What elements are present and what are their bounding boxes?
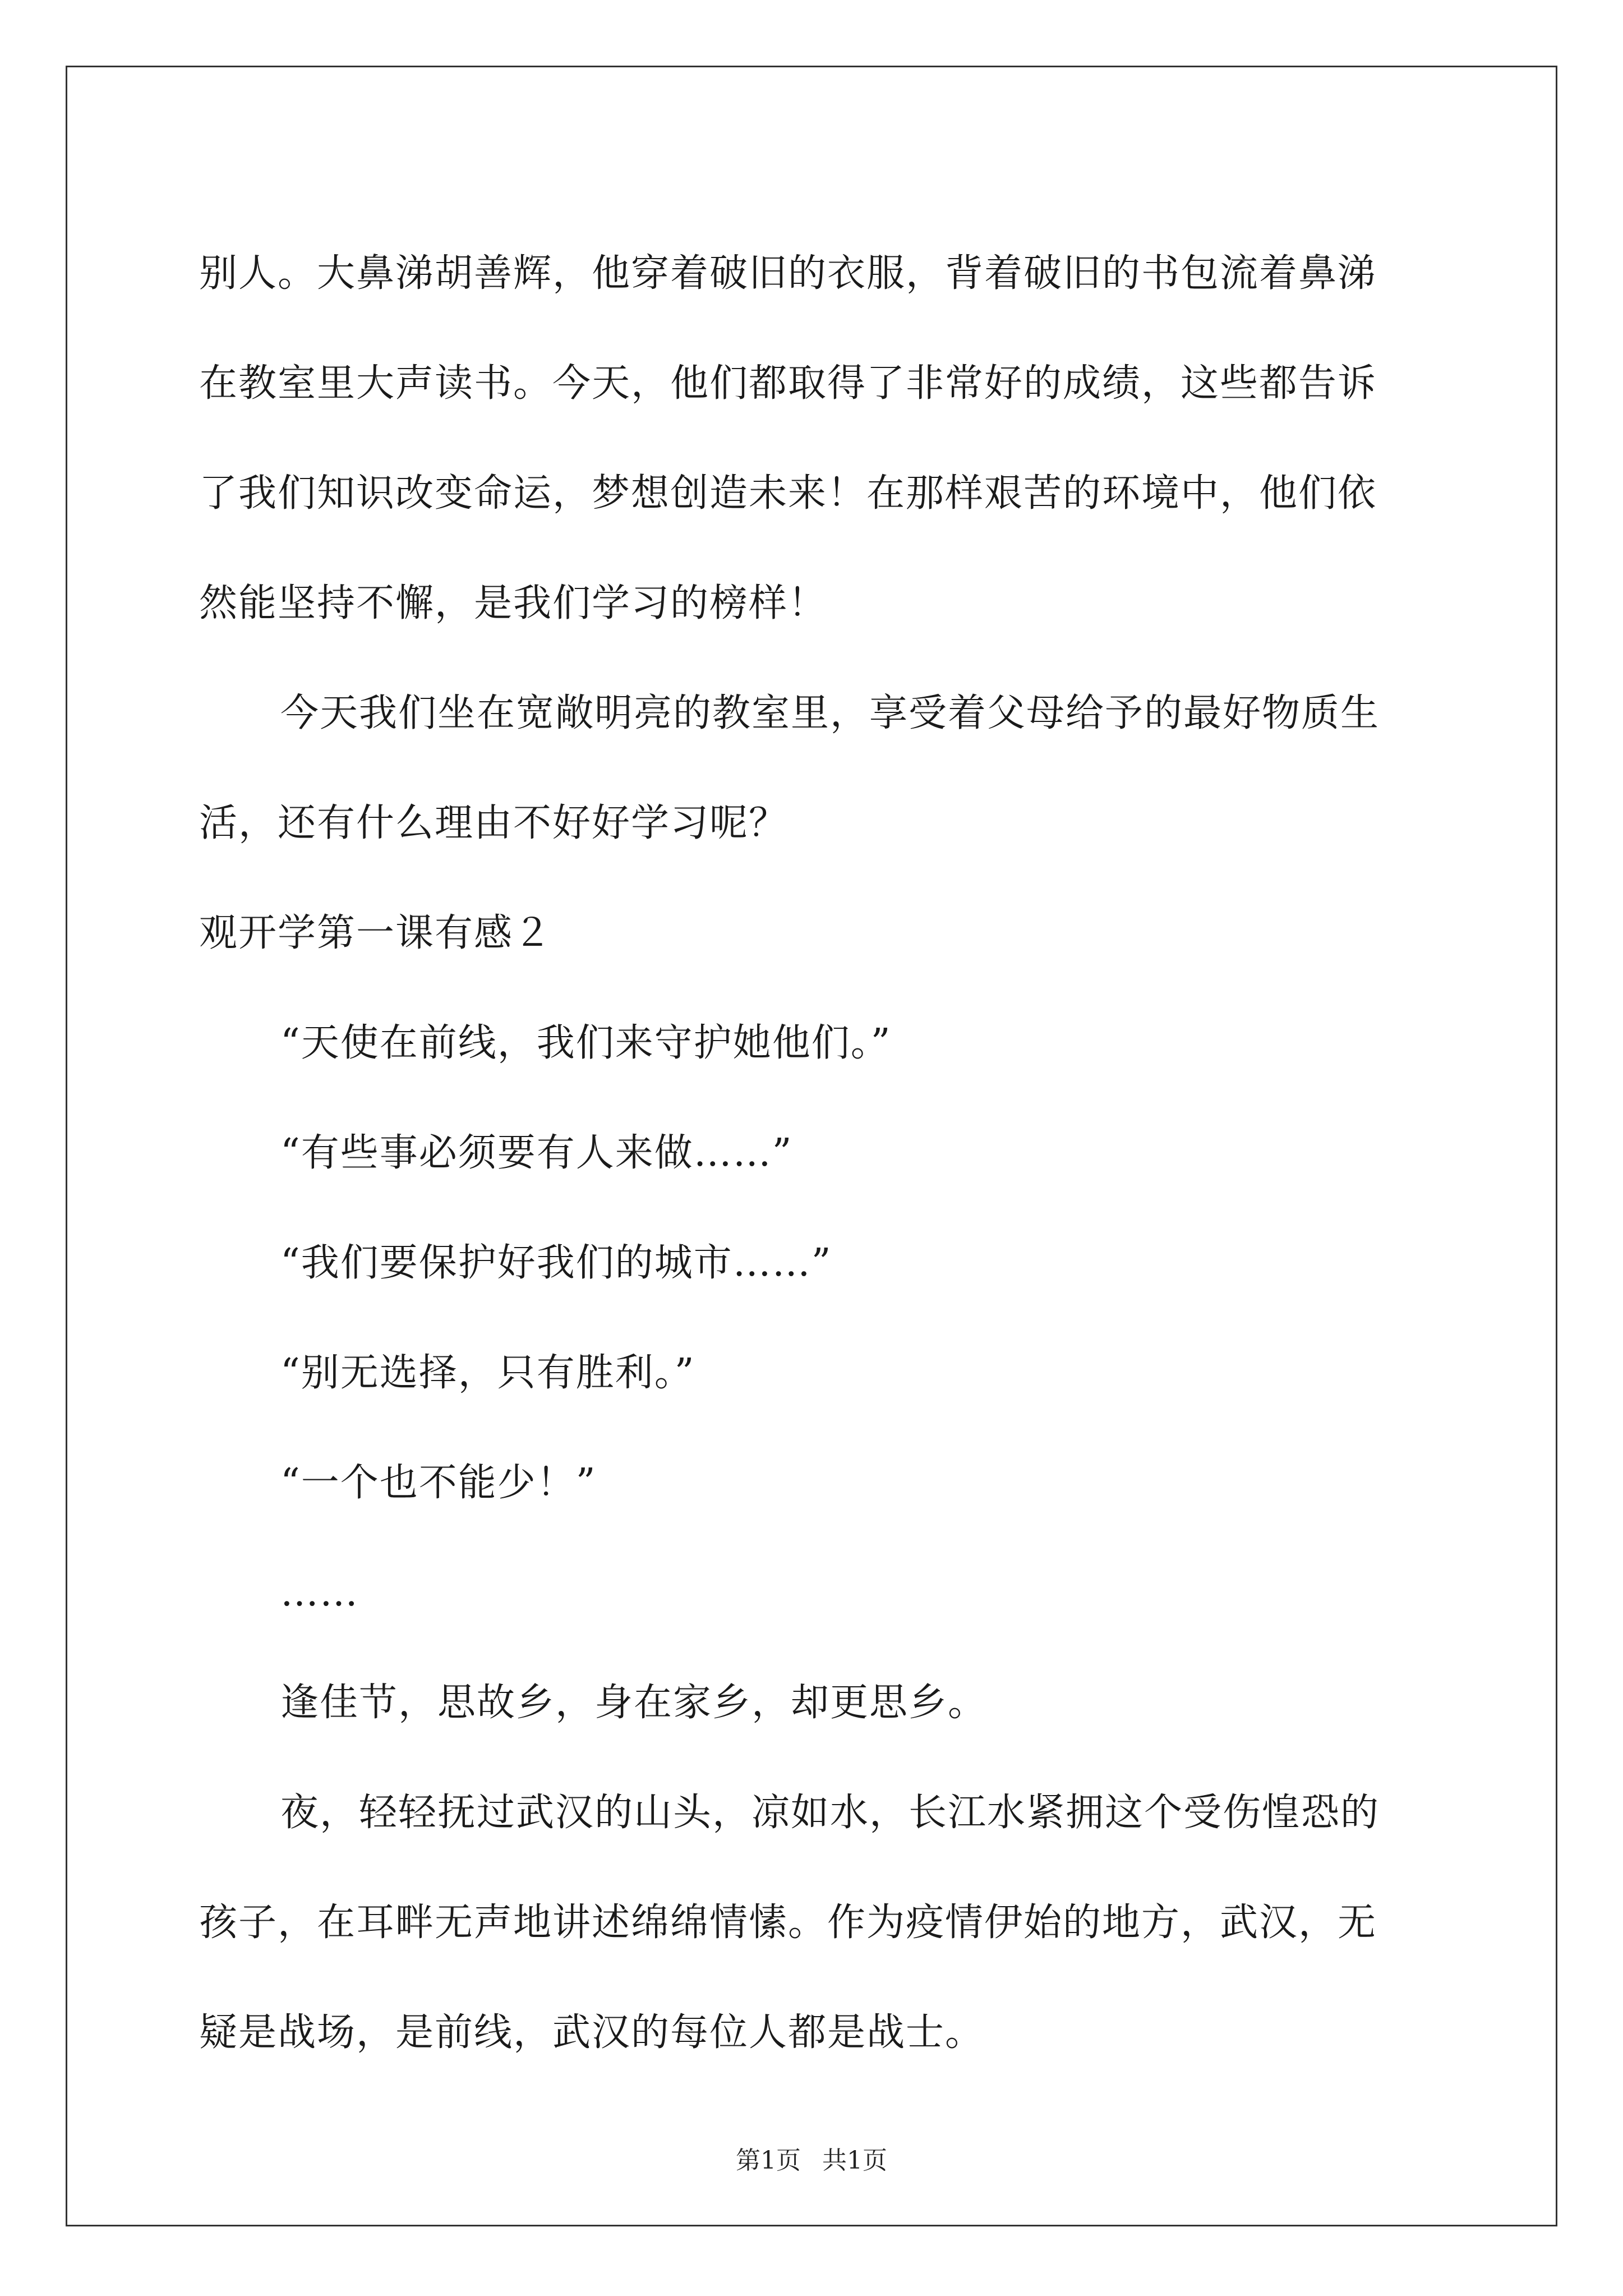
page-total: 共1页	[822, 2146, 887, 2175]
text-line: 孩子，在耳畔无声地讲述绵绵情愫。作为疫情伊始的地方，武汉，无	[199, 1901, 1377, 1945]
ellipsis-line: ……	[280, 1571, 359, 1615]
document-body	[199, 219, 1424, 2088]
text-line: 活，还有什么理由不好好学习呢？	[199, 801, 789, 845]
quote-line: “天使在前线，我们来守护她他们。”	[280, 1021, 892, 1065]
page-footer	[0, 2144, 1623, 2178]
text-line: 别人。大鼻涕胡善辉，他穿着破旧的衣服，背着破旧的书包流着鼻涕	[199, 251, 1377, 296]
text-line: 在教室里大声读书。今天，他们都取得了非常好的成绩，这些都告诉	[199, 361, 1377, 406]
quote-line: “我们要保护好我们的城市……”	[280, 1241, 832, 1285]
text-line: 疑是战场，是前线，武汉的每位人都是战士。	[199, 2010, 985, 2055]
quote-line: “有些事必须要有人来做……”	[280, 1131, 793, 1175]
text-line: 今天我们坐在宽敞明亮的教室里，享受着父母给予的最好物质生	[280, 691, 1380, 735]
text-line: 然能坚持不懈，是我们学习的榜样！	[199, 581, 828, 625]
text-line: 夜，轻轻抚过武汉的山头，凉如水，长江水紧拥这个受伤惶恐的	[280, 1791, 1380, 1835]
section-heading: 观开学第一课有感２	[199, 911, 553, 955]
quote-line: “一个也不能少！”	[280, 1461, 597, 1505]
text-line: 逢佳节，思故乡，身在家乡，却更思乡。	[280, 1681, 988, 1725]
text-line: 了我们知识改变命运，梦想创造未来！在那样艰苦的环境中，他们依	[199, 471, 1377, 516]
page-number: 第1页	[736, 2146, 801, 2175]
quote-line: “别无选择，只有胜利。”	[280, 1351, 695, 1395]
